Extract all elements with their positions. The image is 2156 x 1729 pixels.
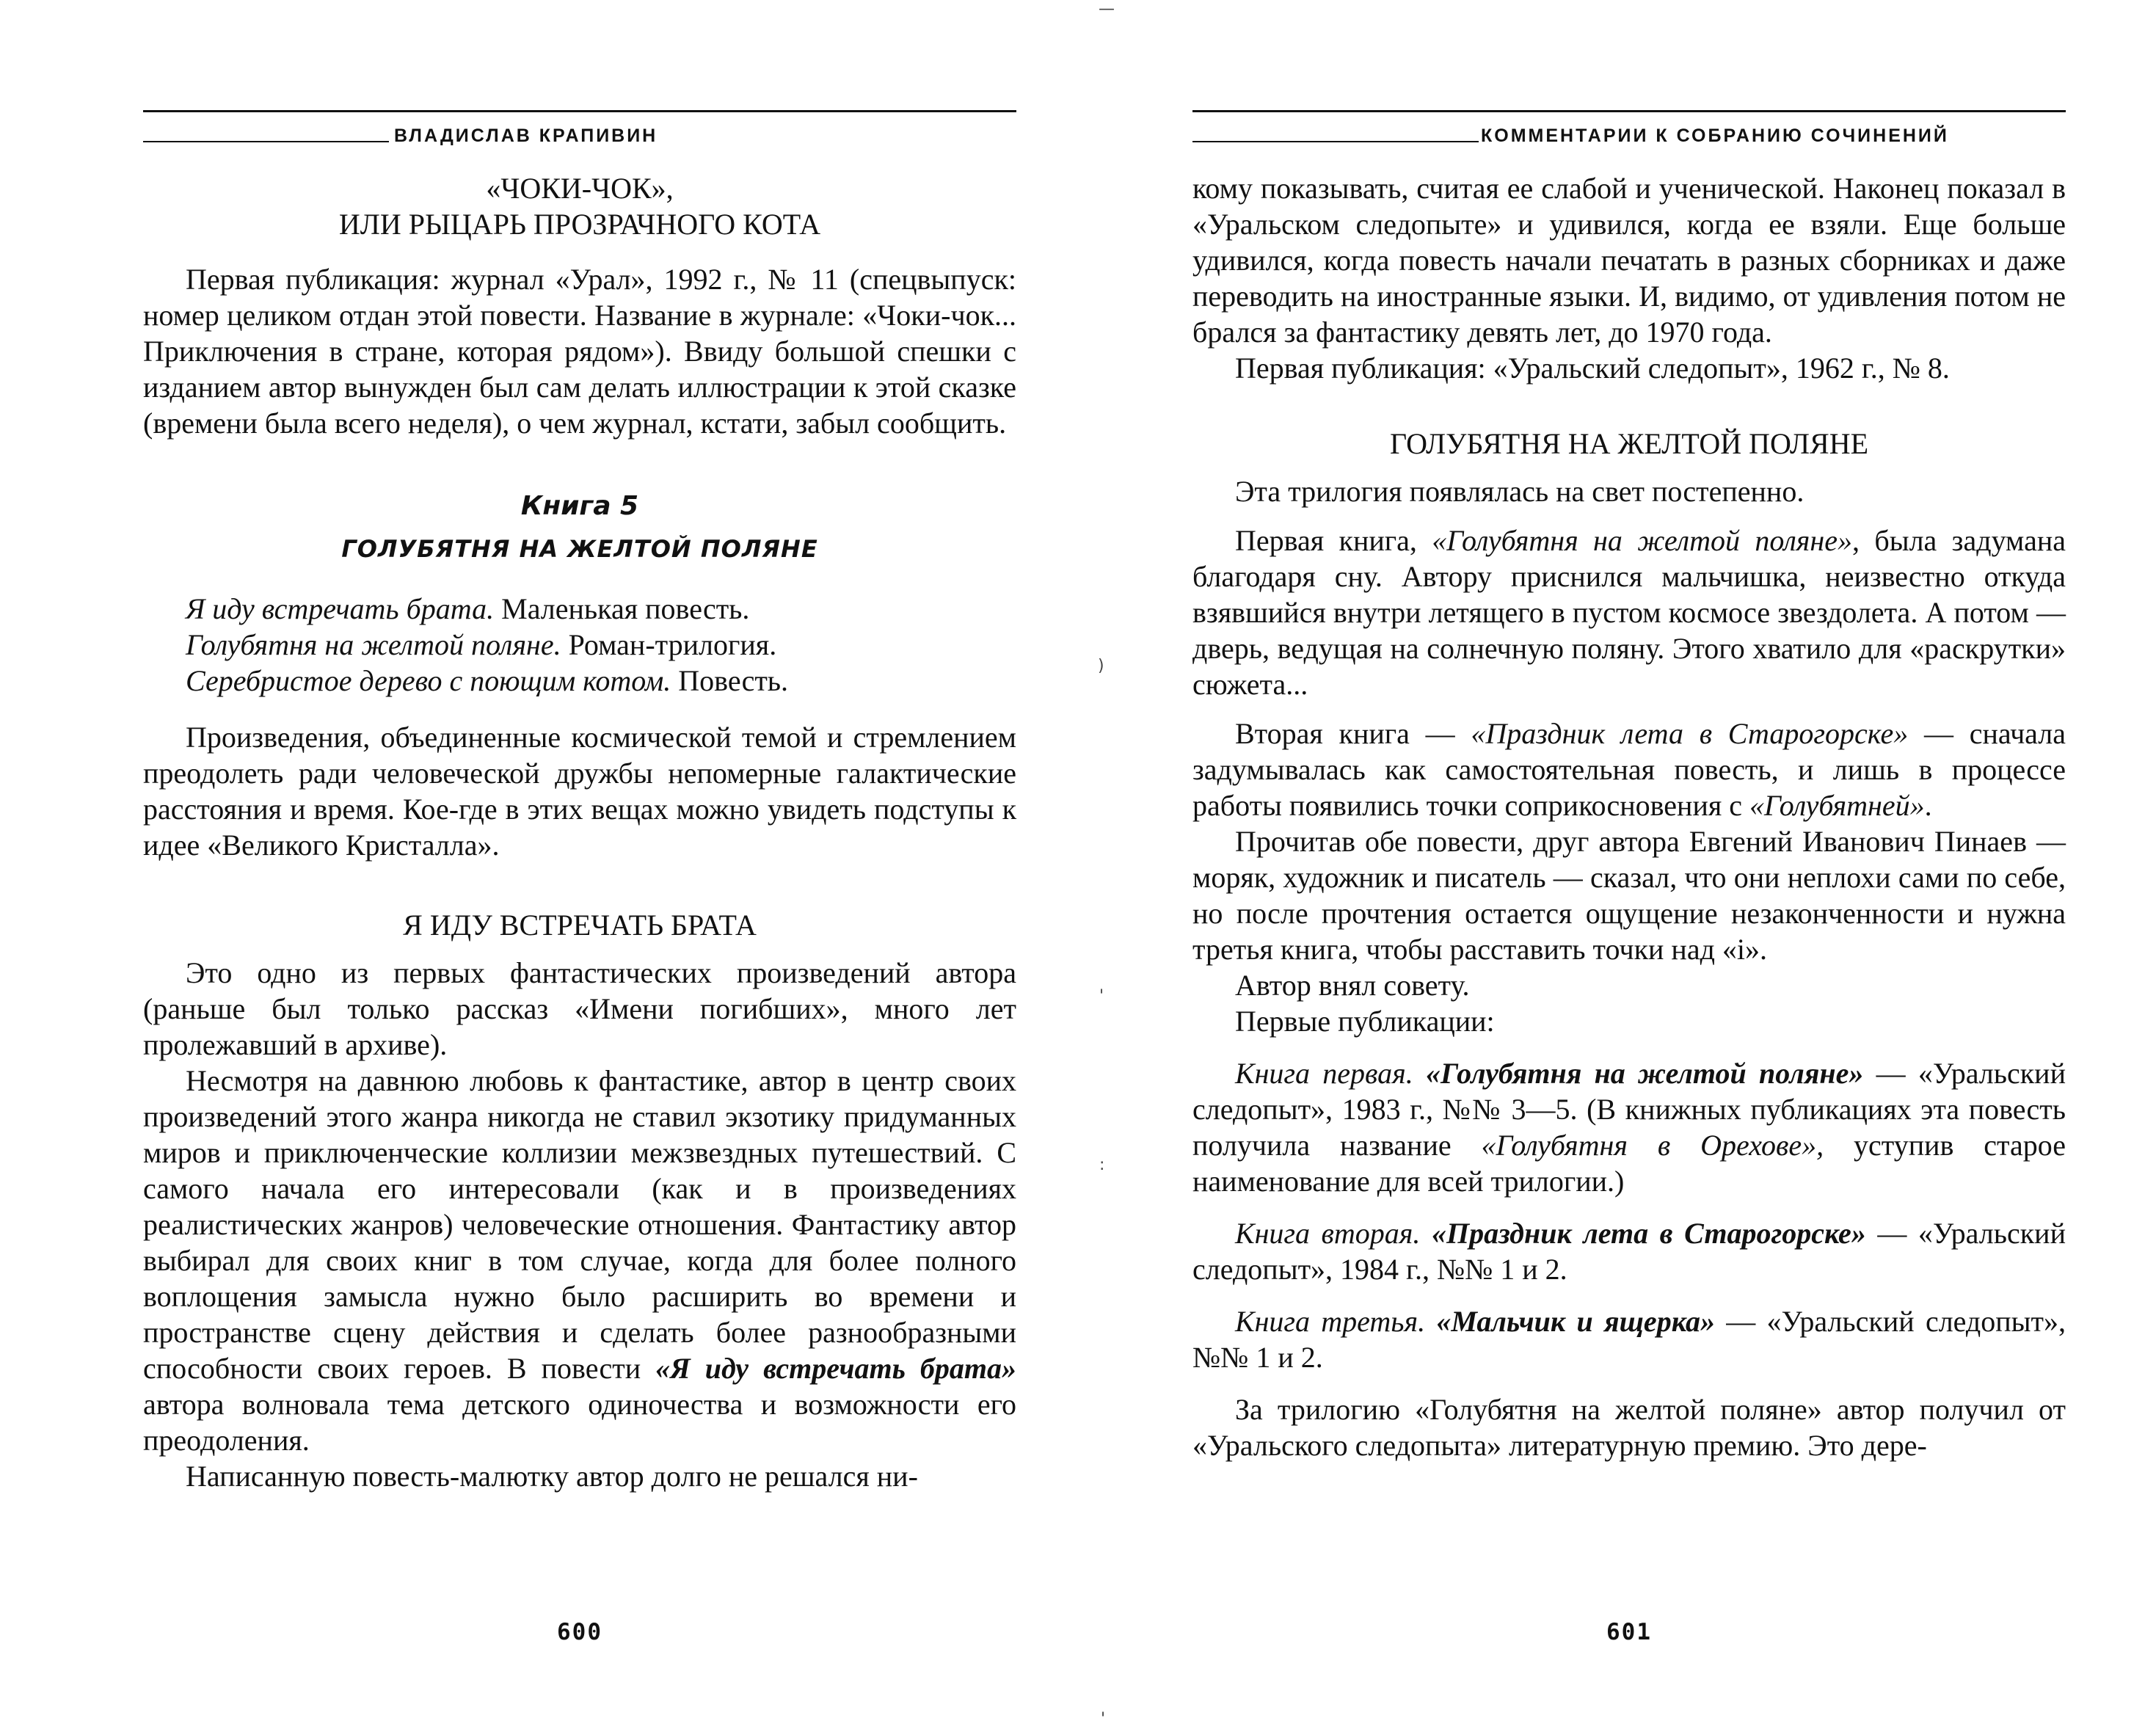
paragraph: Эта трилогия появлялась на свет постепенно.	[1235, 475, 1804, 508]
right-page-body	[1192, 170, 2066, 1463]
publication-entry: Книга третья. «Мальчик и ящерка» — «Уральский следопыт», №№ 1 и 2.	[1192, 1305, 2066, 1374]
header-rule	[143, 110, 1016, 112]
paragraph: кому показывать, считая ее слабой и ученической. Наконец показал в «Уральском следопыте» и удивился, когда ее взяли. Еще больше удивился, когда повесть начали печатать в разных сборниках и даже переводить на иностранные языки. И, видимо, от удивления потом не брался за фантастику девять лет, до 1970 года.	[1192, 172, 2066, 349]
header-leader-line	[143, 141, 389, 142]
works-item: Серебристое дерево с поющим котом. Повесть.	[186, 664, 789, 697]
publication-entry: Книга вторая. «Праздник лета в Старогорске» — «Уральский следопыт», 1984 г., №№ 1 и 2.	[1192, 1217, 2066, 1286]
gutter-mark: :	[1099, 1156, 1105, 1174]
paragraph: Автор внял совету.	[1235, 969, 1470, 1002]
paragraph: Написанную повесть-малютку автор долго не решался ни-	[186, 1460, 918, 1493]
left-page	[143, 0, 1016, 1729]
works-item: Я иду встречать брата. Маленькая повесть.	[186, 592, 750, 625]
paragraph: Несмотря на давнюю любовь к фантастике, автор в центр своих произведений этого жанра никогда не ставил экзотику придуманных миров и приключенческие коллизии межзвездных путешествий. С самого начала его интересовали (как и в произведениях реалистических жанров) человеческие отношения. Фантастику автор выбирал для своих книг в том случае, когда для более полного воплощения замысла нужно было расширить во времени и пространстве сцену действия и сделать более разнообразными способности своих героев. В повести «Я иду встречать брата» автора волновала тема детского одиночества и возможности его преодоления.	[143, 1064, 1016, 1457]
paragraph: Произведения, объединенные космической темой и стремлением преодолеть ради человеческой дружбы непомерные галактические расстояния и время. Кое-где в этих вещах можно увидеть подступы к идее «Великого Кристалла».	[143, 721, 1016, 862]
running-head-text: КОММЕНТАРИИ К СОБРАНИЮ СОЧИНЕНИЙ	[1481, 125, 1949, 146]
paragraph: Вторая книга — «Праздник лета в Старогорске» — сначала задумывалась как самостоятельная повесть, и лишь в процессе работы появились точки соприкосновения с «Голубятней».	[1192, 717, 2066, 822]
header-rule	[1192, 110, 2066, 112]
page-number: 601	[1606, 1619, 1652, 1645]
running-head	[143, 122, 1016, 147]
section-title: «ЧОКИ-ЧОК»,	[486, 172, 674, 205]
paragraph: Первая книга, «Голубятня на желтой поляне», была задумана благодаря сну. Автору приснился мальчишка, неизвестно откуда взявшийся внутри летящего в пустом космосе звездолета. А потом — дверь, ведущая на солнечную поляну. Этого хватило для «раскрутки» сюжета...	[1192, 524, 2066, 701]
paragraph: За трилогию «Голубятня на желтой поляне» автор получил от «Уральского следопыта» литературную премию. Это дере-	[1192, 1393, 2066, 1462]
page-number: 600	[557, 1619, 602, 1645]
paragraph: Первая публикация: журнал «Урал», 1992 г., № 11 (спецвыпуск: номер целиком отдан этой повести. Название в журнале: «Чоки-чок... Приключения в стране, которая рядом»). Ввиду большой спешки с изданием автор вынужден был сам делать иллюстрации к этой сказке (времени была всего неделя), о чем журнал, кстати, забыл сообщить.	[143, 263, 1016, 440]
header-leader-line	[1192, 141, 1479, 142]
works-list	[143, 591, 1016, 699]
section-title: ИЛИ РЫЦАРЬ ПРОЗРАЧНОГО КОТА	[338, 208, 821, 241]
gutter-mark: —	[1099, 0, 1115, 18]
running-head	[1192, 122, 2066, 147]
book-title: ГОЛУБЯТНЯ НА ЖЕЛТОЙ ПОЛЯНЕ	[341, 535, 818, 563]
publication-entry: Книга первая. «Голубятня на желтой поляне» — «Уральский следопыт», 1983 г., №№ 3—5. (В книжных публикациях эта повесть получила название «Голубятня в Орехове», уступив старое наименование для всей трилогии.)	[1192, 1057, 2066, 1198]
works-item: Голубятня на желтой поляне. Роман-трилогия.	[186, 628, 777, 661]
paragraph: Первая публикация: «Уральский следопыт», 1962 г., № 8.	[1235, 352, 1950, 385]
section-title: Я ИДУ ВСТРЕЧАТЬ БРАТА	[403, 909, 757, 942]
paragraph: Это одно из первых фантастических произведений автора (раньше был только рассказ «Имени погибших», много лет пролежавший в архиве).	[143, 956, 1016, 1061]
gutter-mark: )	[1098, 657, 1104, 675]
running-head-text: ВЛАДИСЛАВ КРАПИВИН	[394, 125, 658, 146]
right-page	[1192, 0, 2066, 1729]
paragraph: Прочитав обе повести, друг автора Евгений Иванович Пинаев — моряк, художник и писатель — сказал, что они неплохи сами по себе, но после прочтения остается ощущение незаконченности и нужна третья книга, чтобы расставить точки над «i».	[1192, 825, 2066, 966]
left-page-body	[143, 170, 1016, 1494]
book-number: Книга 5	[520, 491, 639, 521]
section-title: ГОЛУБЯТНЯ НА ЖЕЛТОЙ ПОЛЯНЕ	[1389, 427, 1869, 460]
gutter-mark: '	[1099, 987, 1104, 1005]
paragraph: Первые публикации:	[1235, 1005, 1495, 1038]
gutter-mark: '	[1101, 1710, 1106, 1728]
